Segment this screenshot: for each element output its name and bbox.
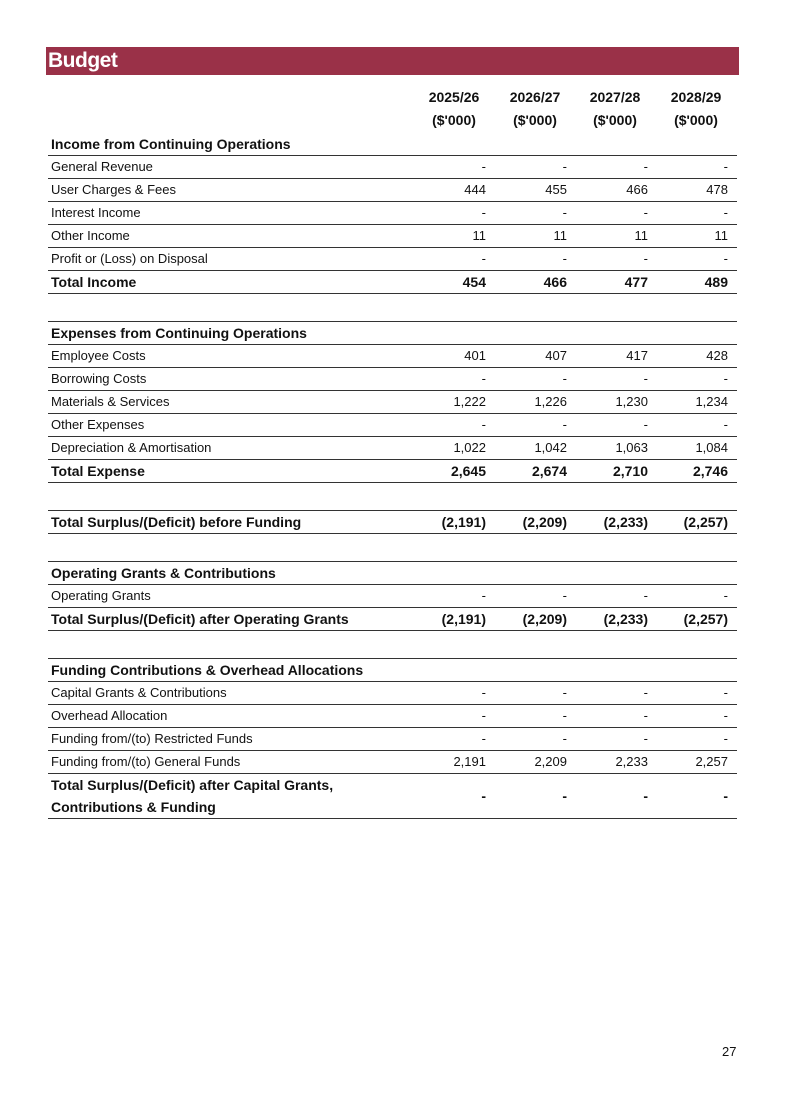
row-label-text: Other Income (51, 228, 130, 243)
row-label-text: Funding from/(to) Restricted Funds (51, 731, 253, 746)
cell-value: - (562, 708, 567, 723)
row-label (51, 585, 151, 607)
cell-value: - (562, 417, 567, 432)
row-label-text: Overhead Allocation (51, 708, 168, 723)
cell-value: 11 (634, 228, 648, 243)
cell-value: - (481, 205, 486, 220)
section-heading-row (48, 562, 737, 585)
row-label-text: Materials & Services (51, 394, 170, 409)
cell-value: 2,746 (692, 463, 728, 479)
cell-value: 466 (626, 182, 648, 197)
cell-value: - (723, 417, 728, 432)
table-row (48, 179, 737, 202)
table-row (48, 156, 737, 179)
cell-value: - (481, 588, 486, 603)
cell-value: 1,222 (453, 394, 486, 409)
table-row (48, 414, 737, 437)
row-label (51, 271, 136, 293)
cell-value: 1,022 (453, 440, 486, 455)
title-banner (46, 47, 739, 75)
column-year: 2028/29 (670, 89, 722, 105)
spacer-row (48, 631, 737, 659)
cell-value: - (562, 159, 567, 174)
cell-value: 454 (462, 274, 486, 290)
cell-value: 11 (472, 228, 486, 243)
cell-value: 1,084 (695, 440, 728, 455)
cell-value: - (643, 417, 648, 432)
cell-value: - (562, 788, 567, 804)
table-row (48, 728, 737, 751)
cell-value: - (643, 251, 648, 266)
cell-value: (2,209) (522, 611, 567, 627)
row-label (51, 248, 208, 270)
cell-value: 407 (545, 348, 567, 363)
column-header-2025-26 (419, 86, 489, 132)
cell-value: - (481, 159, 486, 174)
cell-value: 2,191 (453, 754, 486, 769)
row-label-text: Interest Income (51, 205, 141, 220)
cell-value: - (723, 251, 728, 266)
cell-value: 478 (706, 182, 728, 197)
spacer-row (48, 483, 737, 511)
column-year: 2025/26 (428, 89, 480, 105)
cell-value: - (562, 371, 567, 386)
section-heading-row (48, 133, 737, 156)
total-row (48, 271, 737, 294)
row-label (51, 437, 211, 459)
cell-value: 2,209 (534, 754, 567, 769)
total-row (48, 460, 737, 483)
row-label (51, 682, 227, 704)
column-unit: ($'000) (593, 112, 637, 128)
cell-value: - (643, 788, 648, 804)
row-label-text: Expenses from Continuing Operations (51, 325, 307, 341)
column-header-2026-27 (500, 86, 570, 132)
cell-value: - (643, 708, 648, 723)
cell-value: - (562, 731, 567, 746)
cell-value: (2,257) (683, 514, 728, 530)
cell-value: (2,191) (441, 611, 486, 627)
row-label-text: Total Surplus/(Deficit) before Funding (51, 514, 302, 530)
cell-value: - (643, 588, 648, 603)
cell-value: 11 (714, 228, 728, 243)
cell-value: - (481, 251, 486, 266)
budget-table (48, 133, 737, 819)
cell-value: - (723, 788, 728, 804)
row-label-text: Income from Continuing Operations (51, 136, 291, 152)
cell-value: 466 (543, 274, 567, 290)
cell-value: 444 (464, 182, 486, 197)
row-label (51, 179, 176, 201)
total-row (48, 608, 737, 631)
column-unit: ($'000) (674, 112, 718, 128)
cell-value: 1,042 (534, 440, 567, 455)
table-row (48, 437, 737, 460)
cell-value: 477 (624, 274, 648, 290)
row-label-text: Depreciation & Amortisation (51, 440, 212, 455)
table-row (48, 202, 737, 225)
cell-value: - (723, 708, 728, 723)
cell-value: - (723, 205, 728, 220)
cell-value: 455 (545, 182, 567, 197)
page-title: Budget (48, 49, 118, 72)
cell-value: - (643, 371, 648, 386)
cell-value: - (643, 205, 648, 220)
cell-value: - (723, 588, 728, 603)
cell-value: - (643, 685, 648, 700)
cell-value: - (562, 685, 567, 700)
row-label-text: Total Expense (51, 463, 145, 479)
cell-value: - (481, 685, 486, 700)
cell-value: 428 (706, 348, 728, 363)
cell-value: 1,063 (615, 440, 648, 455)
cell-value: (2,191) (441, 514, 486, 530)
section-heading-row (48, 659, 737, 682)
cell-value: - (481, 371, 486, 386)
cell-value: 489 (704, 274, 728, 290)
row-label (51, 225, 130, 247)
row-label (51, 202, 141, 224)
row-label (51, 608, 349, 630)
cell-value: (2,257) (683, 611, 728, 627)
row-label (51, 460, 145, 482)
page-number: 27 (722, 1044, 737, 1059)
row-label-text: Total Income (51, 274, 137, 290)
table-row (48, 225, 737, 248)
spacer-row (48, 294, 737, 322)
column-header-2028-29 (661, 86, 731, 132)
column-unit: ($'000) (432, 112, 476, 128)
column-year: 2026/27 (509, 89, 561, 105)
cell-value: - (481, 731, 486, 746)
row-label (51, 345, 146, 367)
row-label (51, 414, 144, 436)
column-year: 2027/28 (589, 89, 641, 105)
row-label-text: Total Surplus/(Deficit) after Capital Grants, (51, 777, 334, 793)
table-row (48, 682, 737, 705)
cell-value: 401 (464, 348, 486, 363)
row-label (51, 751, 240, 773)
row-label-text: Employee Costs (51, 348, 146, 363)
row-label-text: Contributions & Funding (51, 799, 216, 815)
cell-value: 2,674 (531, 463, 567, 479)
cell-value: - (723, 685, 728, 700)
row-label-text: General Revenue (51, 159, 153, 174)
cell-value: - (481, 708, 486, 723)
cell-value: 11 (553, 228, 567, 243)
table-row (48, 368, 737, 391)
cell-value: (2,233) (603, 514, 648, 530)
cell-value: 2,645 (450, 463, 486, 479)
row-label (51, 368, 146, 390)
cell-value: 1,234 (695, 394, 728, 409)
cell-value: - (643, 731, 648, 746)
row-label-text: Capital Grants & Contributions (51, 685, 227, 700)
spacer-row (48, 534, 737, 562)
row-label (51, 728, 253, 750)
row-label (51, 511, 301, 533)
cell-value: - (481, 788, 486, 804)
cell-value: (2,233) (603, 611, 648, 627)
total-row (48, 511, 737, 534)
table-row (48, 751, 737, 774)
table-row (48, 248, 737, 271)
row-label (51, 391, 169, 413)
cell-value: 2,257 (695, 754, 728, 769)
table-row (48, 705, 737, 728)
row-label-text: Total Surplus/(Deficit) after Operating Grants (51, 611, 349, 627)
cell-value: (2,209) (522, 514, 567, 530)
cell-value: - (481, 417, 486, 432)
row-label (51, 156, 153, 178)
cell-value: - (723, 371, 728, 386)
cell-value: 1,230 (615, 394, 648, 409)
row-label (51, 774, 333, 818)
cell-value: - (562, 205, 567, 220)
cell-value: - (562, 588, 567, 603)
row-label (51, 133, 291, 155)
cell-value: 1,226 (534, 394, 567, 409)
table-row (48, 391, 737, 414)
row-label-text: Funding from/(to) General Funds (51, 754, 241, 769)
row-label (51, 322, 307, 344)
row-label-text: Operating Grants (51, 588, 151, 603)
column-unit: ($'000) (513, 112, 557, 128)
row-label (51, 659, 363, 681)
row-label-text: User Charges & Fees (51, 182, 176, 197)
row-label (51, 705, 167, 727)
table-row (48, 585, 737, 608)
cell-value: - (643, 159, 648, 174)
row-label-text: Profit or (Loss) on Disposal (51, 251, 208, 266)
table-row (48, 345, 737, 368)
row-label-text: Operating Grants & Contributions (51, 565, 276, 581)
row-label-text: Borrowing Costs (51, 371, 147, 386)
row-label (51, 562, 276, 584)
cell-value: 417 (626, 348, 648, 363)
cell-value: 2,710 (612, 463, 648, 479)
row-label-text: Other Expenses (51, 417, 145, 432)
total-row (48, 774, 737, 819)
section-heading-row (48, 322, 737, 345)
cell-value: - (723, 159, 728, 174)
cell-value: 2,233 (615, 754, 648, 769)
cell-value: - (723, 731, 728, 746)
cell-value: - (562, 251, 567, 266)
column-header-2027-28 (580, 86, 650, 132)
row-label-text: Funding Contributions & Overhead Allocations (51, 662, 364, 678)
